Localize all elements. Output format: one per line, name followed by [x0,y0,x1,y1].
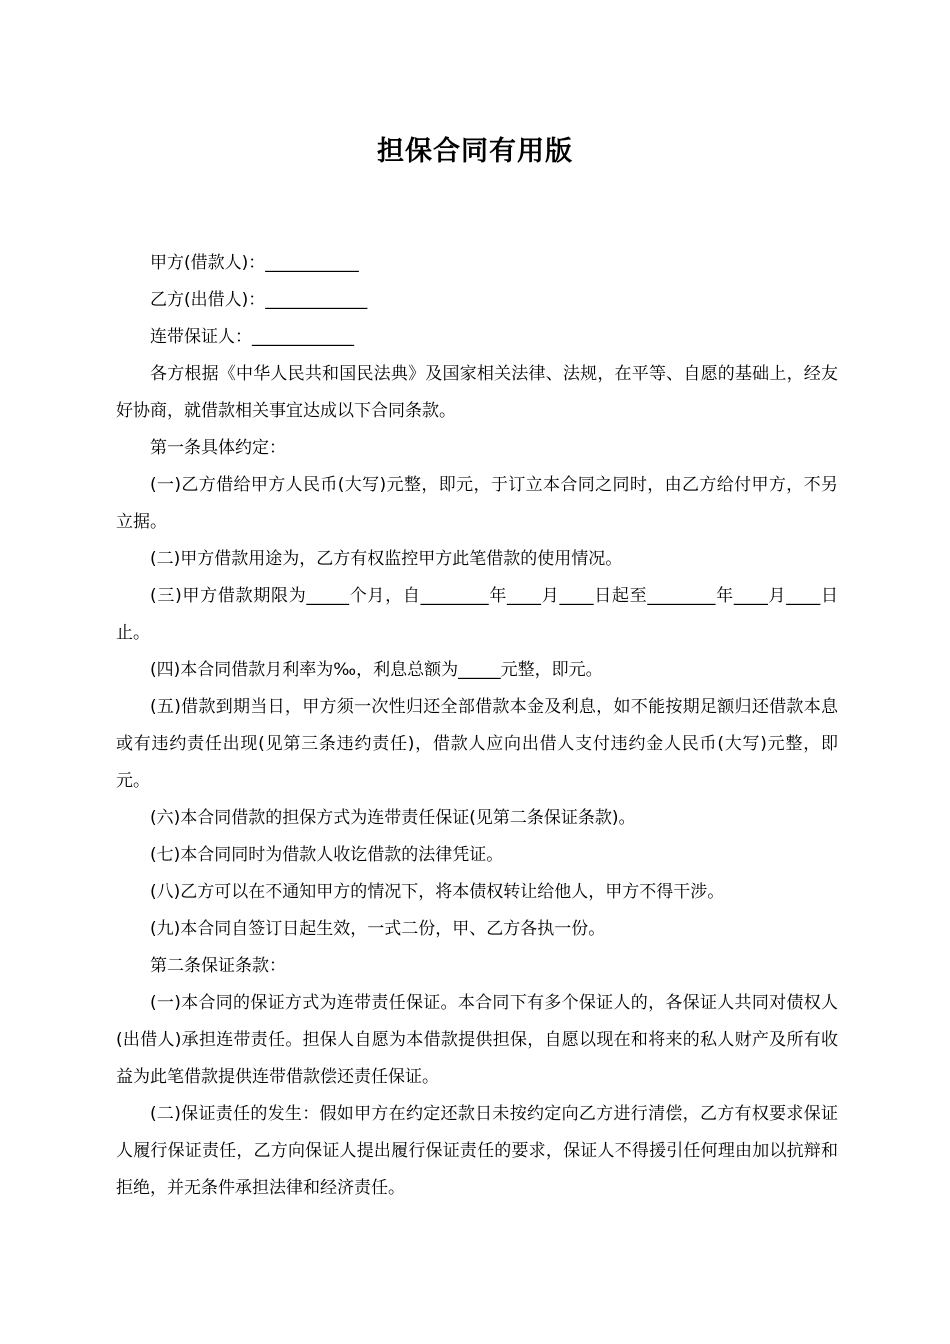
article-2-clause-1: (一)本合同的保证方式为连带责任保证。本合同下有多个保证人的，各保证人共同对债权人(出借人)承担连带责任。担保人自愿为本借款提供担保，自愿以现在和将来的私人财产及所有收益为此笔借款提供连带借款偿还责任保证。 [116,993,838,1087]
article-1-clause-6: (六)本合同借款的担保方式为连带责任保证(见第二条保证条款)。 [150,808,636,828]
preamble-paragraph: 各方根据《中华人民共和国民法典》及国家相关法律、法规，在平等、自愿的基础上，经友好协商，就借款相关事宜达成以下合同条款。 [116,364,838,421]
article-1-clause-8: (八)乙方可以在不通知甲方的情况下，将本债权转让给他人，甲方不得干涉。 [150,882,725,902]
document-body [116,245,838,1207]
article-1-clause-3: (三)甲方借款期限为_____个月，自________年____月____日起至________年____月____日止。 [116,586,838,643]
article-1-clause-2: (二)甲方借款用途为，乙方有权监控甲方此笔借款的使用情况。 [150,549,623,569]
document-title: 担保合同有用版 [377,136,573,167]
article-1-clause-9: (九)本合同自签订日起生效，一式二份，甲、乙方各执一份。 [150,919,606,939]
article-1-clause-1: (一)乙方借给甲方人民币(大写)元整，即元，于订立本合同之同时，由乙方给付甲方，不另立据。 [116,475,838,532]
article-1-clause-5: (五)借款到期当日，甲方须一次性归还全部借款本金及利息，如不能按期足额归还借款本息或有违约责任出现(见第三条违约责任)，借款人应向出借人支付违约金人民币(大写)元整，即元。 [116,697,838,791]
guarantor-line: 连带保证人：____________ [150,327,354,347]
party-a-line: 甲方(借款人)：___________ [150,253,359,273]
article-1-heading: 第一条具体约定： [150,438,286,458]
article-2-heading: 第二条保证条款： [150,956,286,976]
article-2-clause-2: (二)保证责任的发生：假如甲方在约定还款日未按约定向乙方进行清偿，乙方有权要求保证人履行保证责任，乙方向保证人提出履行保证责任的要求，保证人不得援引任何理由加以抗辩和拒绝，并无条件承担法律和经济责任。 [116,1104,838,1198]
party-b-line: 乙方(出借人)：____________ [150,290,368,310]
article-1-clause-4: (四)本合同借款月利率为‰，利息总额为_____元整，即元。 [150,660,603,680]
article-1-clause-7: (七)本合同同时为借款人收讫借款的法律凭证。 [150,845,504,865]
